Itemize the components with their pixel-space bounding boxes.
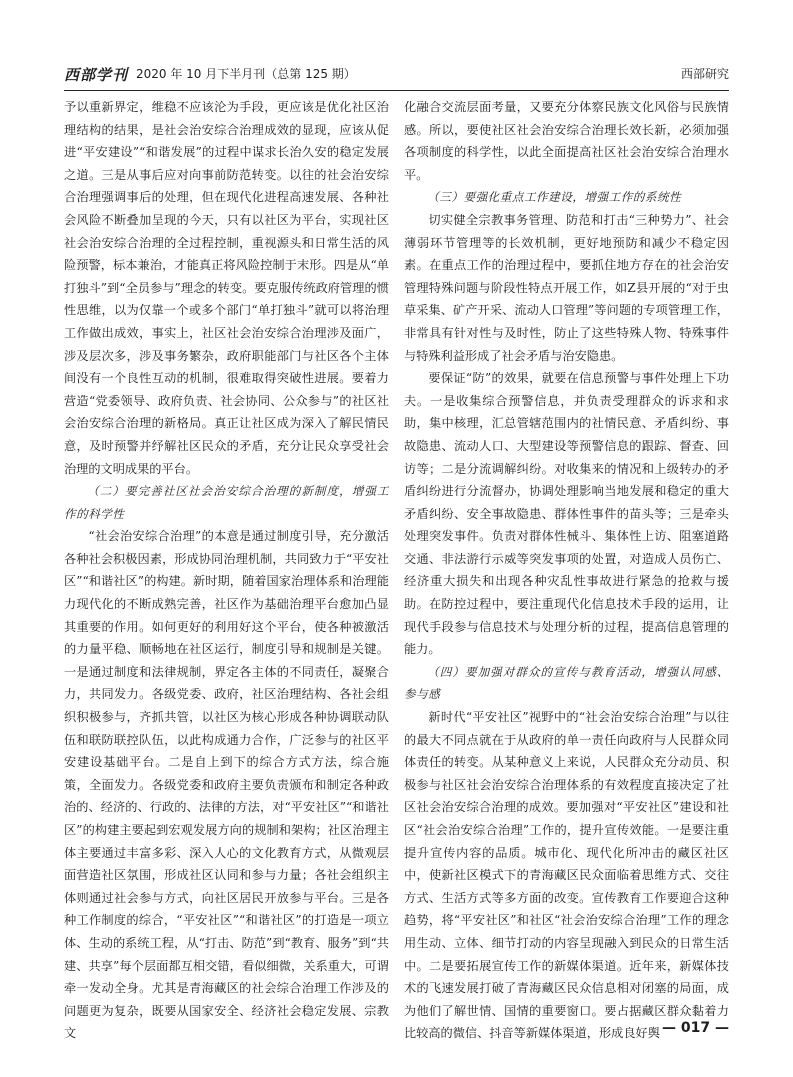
page-number: — 017 —	[662, 1020, 729, 1036]
journal-logo: 西部学刊	[64, 66, 129, 84]
running-header	[64, 60, 729, 91]
paragraph: 予以重新界定，维稳不应该沦为手段，更应该是优化社区治理结构的结果，是社会治安综合治理成效的显现，应该从促进“平安建设”“和谐发展”的过程中谋求长治久安的稳定发展之道。三是从事后应对向事前防范转变。以往的社会治安综合治理强调事后的处理，但在现代化进程高速发展、各种社会风险不断叠加呈现的今天，只有以社区为平台，实现社区社会治安综合治理的全过程控制，重视源头和日常生活的风险预警，标本兼治，才能真正将风险控制于末形。四是从“单打独斗”到“全员参与”理念的转变。要克服传统政府管理的惯性思维，以为仅靠一个或多个部门“单打独斗”就可以将治理工作做出成效，事实上，社区社会治安综合治理涉及面广，涉及层次多，涉及事务繁杂，政府职能部门与社区各个主体间没有一个良性互动的机制，很难取得突破性进展。要着力营造“党委领导、政府负责、社会协同、公众参与”的社区社会治安综合治理的新格局。真正让社区成为深入了解民情民意，及时预警并纾解社区民众的矛盾，充分让民众享受社会治理的文明成果的平台。	[64, 100, 389, 476]
section-label: 西部研究	[680, 67, 729, 81]
paragraph: 新时代“平安社区”视野中的“社会治安综合治理”与以往的最大不同点就在于从政府的单一责任向政府与人民群众同体责任的转变。从某种意义上来说，人民群众充分动员、积极参与社区社会治安综合治理体系的有效程度直接决定了社区社会治安综合治理的成效。要加强对“平安社区”建设和社区“社会治安综合治理”工作的，提升宣传效能。一是要注重提升宣传内容的品质。城市化、现代化所冲击的藏区社区中，使新社区模式下的青海藏区民众面临着思维方式、交往方式、生活方式等多方面的改变。宣传教育工作要迎合这种趋势，将“平安社区”和社区“社会治安综合治理”工作的理念用生动、立体、细节打动的内容呈现融入到民众的日常生活中。二是要拓展宣传工作的新媒体渠道。近年来，新媒体技术的飞速发展打破了青海藏区民众信息相对闭塞的局面，成为他们了解世情、国情的重要窗口。要占据藏区群众黏着力比较高的微信、抖音等新媒体渠道，形成良好舆	[404, 710, 729, 1041]
issue-info: 2020 年 10 月下半月刊（总第 125 期）	[136, 67, 356, 81]
paragraph: “社会治安综合治理”的本意是通过制度引导，充分激活各种社会积极因素，形成协同治理机制，共同致力于“平安社区”“和谐社区”的构建。新时期，随着国家治理体系和治理能力现代化的不断成熟完善，社区作为基础治理平台愈加凸显其重要的作用。如何更好的利用好这个平台，使各种被激活的力量平稳、顺畅地在社区运行，制度引导和规制是关键。一是通过制度和法律规制，界定各主体的不同责任，凝聚合力，共同发力。各级党委、政府，社区治理结构、各社会组织积极参与，齐抓共管，以社区为核心形成各种协调联动队伍和联防联控队伍，以此构成通力合作，广泛参与的社区平安建设基础平台。二是自上到下的综合方式方法，综合施策，全面发力。各级党委和政府主要负责颁布和制定各种政治的、经济的、行政的、法律的方法，对“平安社区”“和谐社区”的构建主要起到宏观发展方向的规制和架构；社区治理主体主要通过丰富多彩、深入人心的文化教育方式，从微观层面营造社区氛围，形成社区认同和参与力量；各社会组织主体则通过社会参与方式，向社区居民开放参与平台。三是各种工作制度的综合，“平安社区”“和谐社区”的打造是一项立体、生动的系统工程，从“打击、防范”到“教育、服务”到“共建、共享”每个层面都互相交错，看似细微，关系重大，可谓牵一发动全身。尤其是青海藏区的社会综合治理工作涉及的问题更为复杂，既要从国家安全、经济社会稳定发展、宗教文	[64, 529, 389, 1041]
left-column	[64, 96, 389, 1041]
section-subheading: （二）要完善社区社会治安综合治理的新制度，增强工作的科学性	[64, 484, 389, 521]
section-subheading: （三）要强化重点工作建设，增强工作的系统性	[427, 190, 682, 205]
paragraph: 化融合交流层面考量，又要充分体察民族文化风俗与民族情感。所以，要使社区社会治安综合治理长效长新，必须加强各项制度的科学性，以此全面提高社区社会治安综合治理水平。	[404, 100, 729, 182]
section-subheading: （四）要加强对群众的宣传与教育活动，增强认同感、参与感	[404, 664, 729, 702]
paragraph: 要保证“防”的效果，就要在信息预警与事件处理上下功夫。一是收集综合预警信息，并负责受理群众的诉求和求助，集中核理，汇总管辖范围内的社情民意、矛盾纠纷、事故隐患、流动人口、大型建设等预警信息的跟踪、督查、回访等；二是分流调解纠纷。对收集来的情况和上级转办的矛盾纠纷进行分流督办，协调处理影响当地发展和稳定的重大矛盾纠纷、安全事故隐患、群体性事件的苗头等；三是牵头处理突发事件。负责对群体性械斗、集体性上访、阻塞道路交通、非法游行示威等突发事项的处置，对造成人员伤亡、经济重大损失和出现各种灾乱性事故进行紧急的抢救与援助。在防控过程中，要注重现代化信息技术手段的运用，让现代手段参与信息技术与处理分析的过程，提高信息管理的能力。	[404, 371, 729, 657]
paragraph: 切实健全宗教事务管理、防范和打击“三种势力”、社会薄弱环节管理等的长效机制，更好地预防和减少不稳定因素。在重点工作的治理过程中，要抓住地方存在的社会治安管理特殊问题与阶段性特点开展工作，如Z县开展的“对于虫草采集、矿产开采、流动人口管理”等问题的专项管理工作，非常具有针对性与及时性，防止了这些特殊人物、特殊事件与特殊利益形成了社会矛盾与治安隐患。	[404, 212, 729, 363]
